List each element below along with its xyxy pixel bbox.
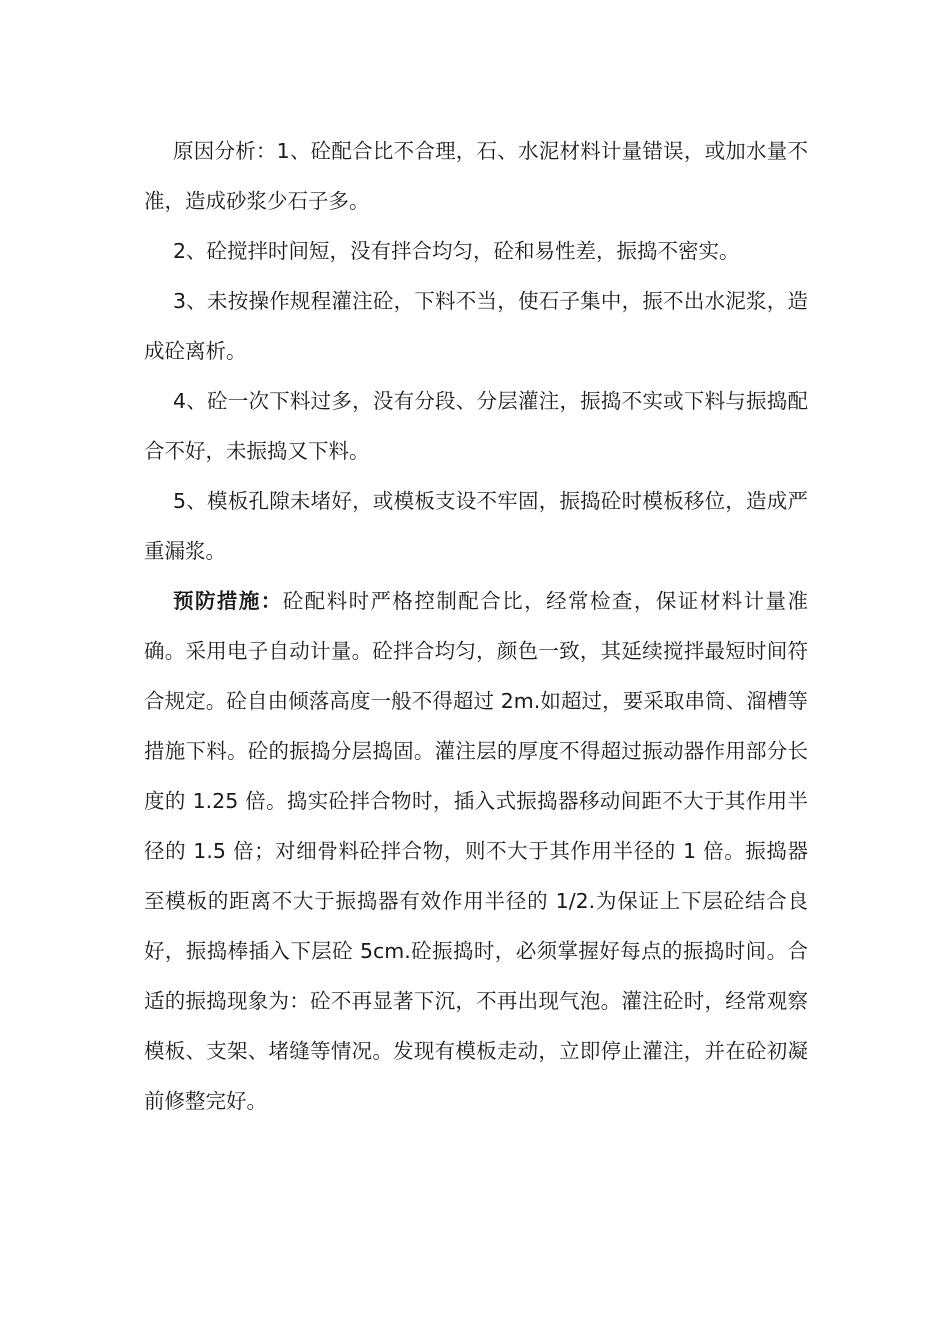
- cause-analysis-paragraph: [144, 126, 808, 226]
- prevention-text: 砼配料时严格控制配合比，经常检查，保证材料计量准确。采用电子自动计量。砼拌合均匀，颜色一致，其延续搅拌最短时间符合规定。砼自由倾落高度一般不得超过 2m.如超过，要采取串筒、溜槽等措施下料。砼的振捣分层捣固。灌注层的厚度不得超过振动器作用部分长度的 1.25 倍。捣实砼拌合物时，插入式振捣器移动间距不大于其作用半径的 1.5 倍；对细骨料砼拌合物，则不大于其作用半径的 1 倍。振捣器至模板的距离不大于振捣器有效作用半径的 1/2.为保证上下层砼结合良好，振捣棒插入下层砼 5cm.砼振捣时，必须掌握好每点的振捣时间。合适的振捣现象为：砼不再显著下沉，不再出现气泡。灌注砼时，经常观察模板、支架、堵缝等情况。发现有模板走动，立即停止灌注，并在砼初凝前修整完好。: [144, 589, 809, 1113]
- document-page: [144, 126, 808, 1126]
- prevention-label: 预防措施：: [173, 589, 283, 613]
- cause-item-2: 2、砼搅拌时间短，没有拌合均匀，砼和易性差，振捣不密实。: [173, 239, 740, 263]
- cause-item-3: 3、未按操作规程灌注砼，下料不当，使石子集中，振不出水泥浆，造成砼离析。: [144, 289, 808, 363]
- cause-item-5: 5、模板孔隙未堵好，或模板支设不牢固，振捣砼时模板移位，造成严重漏浆。: [144, 489, 808, 563]
- prevention-paragraph: [144, 576, 808, 1126]
- cause-item-4: 4、砼一次下料过多，没有分段、分层灌注，振捣不实或下料与振捣配合不好，未振捣又下料。: [144, 389, 808, 463]
- cause-item-1: 1、砼配合比不合理，石、水泥材料计量错误，或加水量不准，造成砂浆少石子多。: [144, 139, 809, 213]
- cause-analysis-label: 原因分析：: [173, 139, 277, 163]
